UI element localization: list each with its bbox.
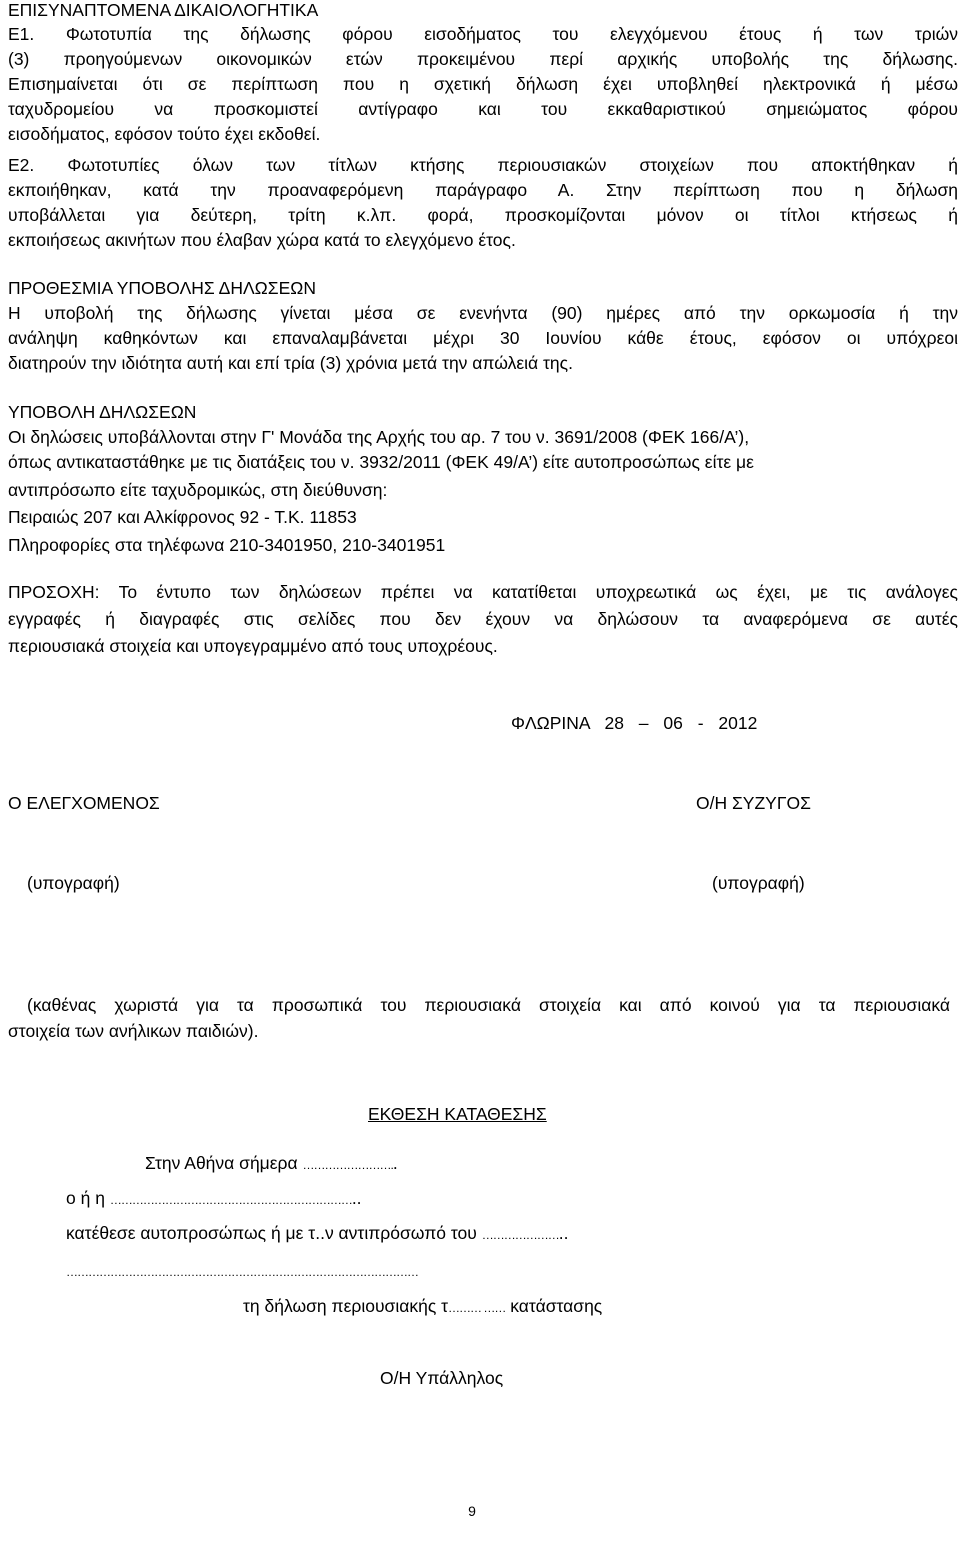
deposit-line-5-dots: ……… ……	[448, 1301, 506, 1315]
deposit-line-1-end: .	[392, 1153, 398, 1173]
deposit-line-3-end: ..	[558, 1223, 569, 1243]
e1-line-1: Ε1. Φωτοτυπία της δήλωσης φόρου εισοδήματος του ελεγχόμενου έτους ή των τριών	[8, 24, 958, 44]
deadline-line-2: ανάληψη καθηκόντων και επαναλαμβάνεται μέχρι 30 Ιουνίου κάθε έτους, εφόσον οι υπόχρεοι	[8, 328, 958, 348]
submission-line-1: Οι δηλώσεις υποβάλλονται στην Γ' Μονάδα της Αρχής του αρ. 7 του ν. 3691/2008 (ΦΕΚ 166/Α’),	[8, 427, 750, 447]
e2-line-3: υποβάλλεται για δεύτερη, τρίτη κ.λπ. φορά, προσκομίζονται μόνον οι τίτλοι κτήσεως ή	[8, 205, 958, 225]
right-signature: (υπογραφή)	[712, 873, 805, 893]
e1-line-3: Επισημαίνεται ότι σε περίπτωση που η σχετική δήλωση έχει υποβληθεί ηλεκτρονικά ή μέσω	[8, 74, 958, 94]
deposit-line-4	[66, 1258, 418, 1282]
submission-line-2: όπως αντικαταστάθηκε με τις διατάξεις του ν. 3932/2011 (ΦΕΚ 49/Α’) είτε αυτοπροσώπως είτε με	[8, 452, 754, 472]
deposit-report-heading: ΕΚΘΕΣΗ ΚΑΤΑΘΕΣΗΣ	[368, 1104, 547, 1124]
deposit-line-5-text-end: κατάστασης	[505, 1296, 603, 1316]
deposit-line-2-text: ο ή η	[66, 1188, 105, 1208]
signing-note-line-1: (καθένας χωριστά για τα προσωπικά του περιουσιακά στοιχεία και από κοινού για τα περιουσιακά	[27, 995, 950, 1015]
left-role: Ο ΕΛΕΓΧΟΜΕΝΟΣ	[8, 793, 160, 813]
deposit-line-4-dots: ……………………………………………………………………………………	[66, 1265, 418, 1279]
page-number: 9	[468, 1503, 476, 1519]
deposit-line-5	[243, 1294, 602, 1318]
submission-line-3: αντιπρόσωπο είτε ταχυδρομικώς, στη διεύθυνση:	[8, 480, 388, 500]
notice-line-1: ΠΡΟΣΟΧΗ: Το έντυπο των δηλώσεων πρέπει να κατατίθεται υποχρεωτικά ως έχει, με τις ανάλογες	[8, 582, 958, 602]
e2-line-4: εκποιήσεως ακινήτων που έλαβαν χώρα κατά το ελεγχόμενο έτος.	[8, 230, 516, 250]
deposit-line-1-text: Στην Αθήνα σήμερα	[145, 1153, 298, 1173]
deadline-heading: ΠΡΟΘΕΣΜΙΑ ΥΠΟΒΟΛΗΣ ΔΗΛΩΣΕΩΝ	[8, 278, 316, 298]
submission-heading: ΥΠΟΒΟΛΗ ΔΗΛΩΣΕΩΝ	[8, 402, 197, 422]
deposit-line-2	[66, 1186, 362, 1210]
submission-address: Πειραιώς 207 και Αλκίφρονος 92 - Τ.Κ. 11853	[8, 507, 357, 527]
deposit-line-3-dots: …………………	[481, 1228, 559, 1242]
deadline-line-1: Η υποβολή της δήλωσης γίνεται μέσα σε ενενήντα (90) ημέρες από την ορκωμοσία ή την	[8, 303, 958, 323]
notice-line-3: περιουσιακά στοιχεία και υπογεγραμμένο από τους υποχρέους.	[8, 636, 498, 656]
deposit-line-3	[66, 1221, 568, 1245]
notice-line-2: εγγραφές ή διαγραφές στις σελίδες που δεν έχουν να δηλώσουν τα αναφερόμενα σε αυτές	[8, 609, 958, 629]
signing-note-line-2: στοιχεία των ανήλικων παιδιών).	[8, 1021, 259, 1041]
deadline-line-3: διατηρούν την ιδιότητα αυτή και επί τρία (3) χρόνια μετά την απώλειά της.	[8, 353, 573, 373]
deposit-line-1-dots: …………………….	[302, 1158, 393, 1172]
place-date: ΦΛΩΡΙΝΑ 28 – 06 - 2012	[511, 713, 758, 733]
right-role: Ο/Η ΣΥΖΥΓΟΣ	[696, 793, 811, 813]
attachments-heading: ΕΠΙΣΥΝΑΠΤΟΜΕΝΑ ΔΙΚΑΙΟΛΟΓΗΤΙΚΑ	[8, 0, 319, 20]
e1-line-4: ταχυδρομείου να προσκομιστεί αντίγραφο και του εκκαθαριστικού σημειώματος φόρου	[8, 99, 958, 119]
submission-phones: Πληροφορίες στα τηλέφωνα 210-3401950, 210-3401951	[8, 535, 446, 555]
deposit-line-2-end: ..	[351, 1188, 362, 1208]
e2-line-2: εκποιήθηκαν, κατά την προαναφερόμενη παράγραφο Α. Στην περίπτωση που η δήλωση	[8, 180, 958, 200]
deposit-line-1	[145, 1151, 398, 1175]
left-signature: (υπογραφή)	[27, 873, 120, 893]
clerk-label: Ο/Η Υπάλληλος	[380, 1368, 504, 1388]
e1-line-5: εισοδήματος, εφόσον τούτο έχει εκδοθεί.	[8, 124, 321, 144]
deposit-line-5-text: τη δήλωση περιουσιακής τ	[243, 1296, 449, 1316]
e2-line-1: Ε2. Φωτοτυπίες όλων των τίτλων κτήσης περιουσιακών στοιχείων που αποκτήθηκαν ή	[8, 155, 958, 175]
deposit-line-3-text: κατέθεσε αυτοπροσώπως ή με τ..ν αντιπρόσωπό του	[66, 1223, 477, 1243]
deposit-line-2-dots: …………………………………………………………	[109, 1193, 352, 1207]
e1-line-2: (3) προηγούμενων οικονομικών ετών προκειμένου περί αρχικής υποβολής της δήλωσης.	[8, 49, 958, 69]
